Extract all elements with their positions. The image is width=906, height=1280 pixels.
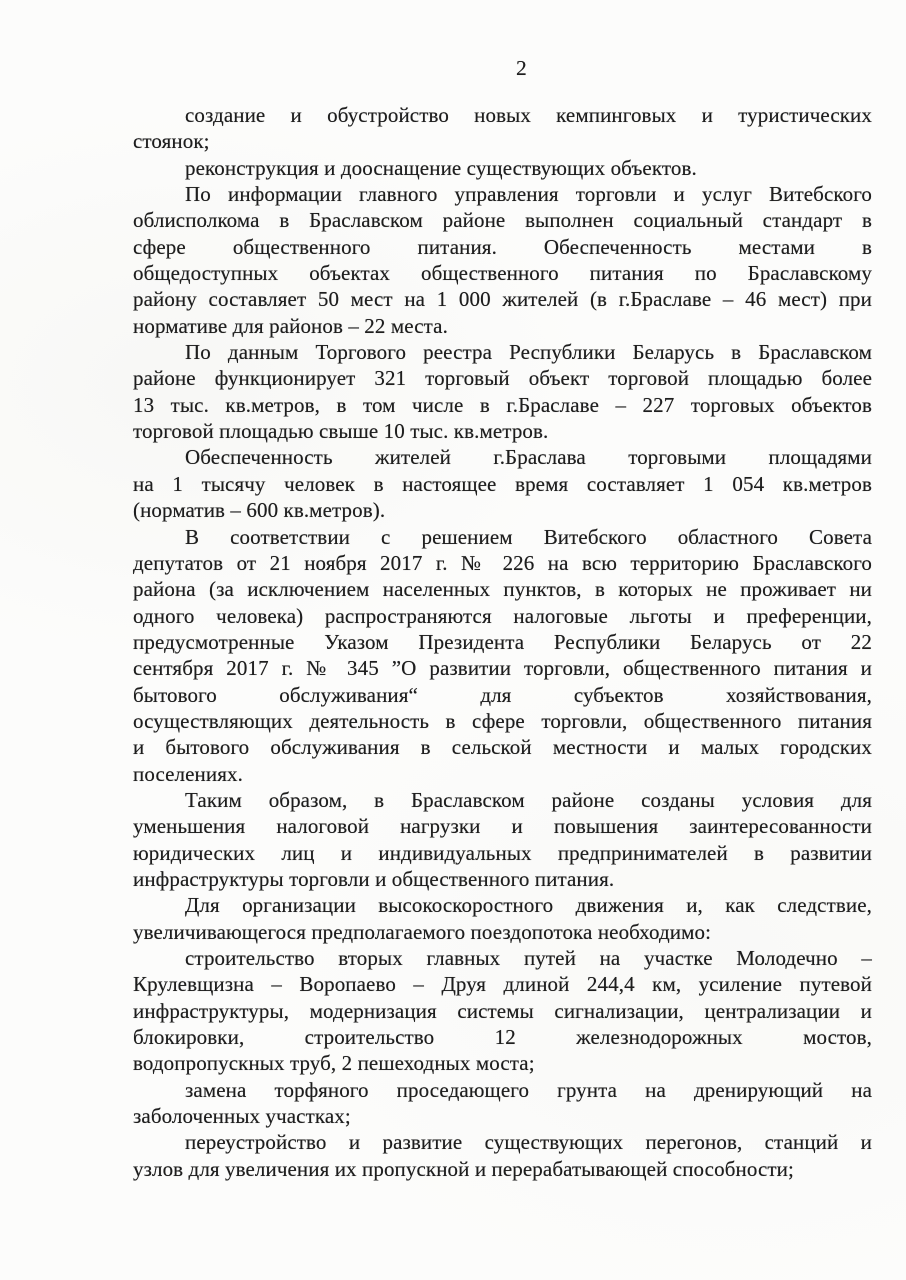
text-line: районе функционирует 321 торговый объект торговой площадью более bbox=[133, 366, 872, 391]
text-line: Таким образом, в Браславском районе созданы условия для bbox=[185, 787, 872, 812]
text-line: осуществляющих деятельность в сфере торговли, общественного питания bbox=[133, 708, 872, 733]
text-line: одного человека) распространяются налоговые льготы и преференции, bbox=[133, 603, 872, 628]
text-line: на 1 тысячу человек в настоящее время составляет 1 054 кв.метров bbox=[133, 471, 872, 496]
paragraph bbox=[133, 524, 872, 787]
text-line: предусмотренные Указом Президента Республики Беларусь от 22 bbox=[133, 629, 872, 654]
text-line: замена торфяного проседающего грунта на дренирующий на bbox=[185, 1077, 872, 1102]
paragraph bbox=[133, 444, 872, 523]
text-line: инфраструктуры торговли и общественного питания. bbox=[133, 866, 615, 891]
text-line: переустройство и развитие существующих перегонов, станций и bbox=[185, 1130, 872, 1155]
text-line: Обеспеченность жителей г.Браслава торговыми площадями bbox=[185, 445, 872, 470]
text-line: водопропускных труб, 2 пешеходных моста; bbox=[133, 1051, 535, 1076]
text-line: узлов для увеличения их пропускной и перерабатывающей способности; bbox=[133, 1156, 794, 1181]
text-line: району составляет 50 мест на 1 000 жителей (в г.Браславе – 46 мест) при bbox=[133, 287, 872, 312]
text-line: нормативе для районов – 22 места. bbox=[133, 313, 448, 338]
text-line: сфере общественного питания. Обеспеченность местами в bbox=[133, 234, 872, 259]
page-number: 2 bbox=[516, 56, 527, 80]
paragraph bbox=[133, 155, 872, 181]
text-line: и бытового обслуживания в сельской местности и малых городских bbox=[133, 735, 872, 760]
text-line: инфраструктуры, модернизация системы сигнализации, централизации и bbox=[133, 998, 872, 1023]
text-line: В соответствии с решением Витебского областного Совета bbox=[185, 524, 872, 549]
text-line: Крулевщизна – Воропаево – Друя длиной 244,4 км, усиление путевой bbox=[133, 972, 872, 997]
text-line: сентября 2017 г. № 345 ”О развитии торговли, общественного питания и bbox=[133, 656, 872, 681]
document-body bbox=[133, 102, 872, 1182]
paragraph bbox=[133, 787, 872, 892]
paragraph bbox=[133, 181, 872, 339]
text-line: (норматив – 600 кв.метров). bbox=[133, 498, 386, 523]
text-line: 13 тыс. кв.метров, в том числе в г.Браславе – 227 торговых объектов bbox=[133, 392, 872, 417]
text-line: строительство вторых главных путей на участке Молодечно – bbox=[185, 946, 872, 970]
paragraph bbox=[133, 1129, 872, 1182]
paragraph bbox=[133, 892, 872, 945]
text-line: депутатов от 21 ноября 2017 г. № 226 на всю территорию Браславского bbox=[133, 550, 872, 575]
text-line: поселениях. bbox=[133, 761, 243, 786]
text-line: По данным Торгового реестра Республики Беларусь в Браславском bbox=[185, 340, 872, 365]
text-line: блокировки, строительство 12 железнодорожных мостов, bbox=[133, 1025, 872, 1050]
text-line: района (за исключением населенных пунктов, в которых не проживает ни bbox=[133, 577, 872, 602]
text-line: облисполкома в Браславском районе выполнен социальный стандарт в bbox=[133, 208, 872, 233]
text-line: Для организации высокоскоростного движения и, как следствие, bbox=[185, 893, 872, 918]
text-line: заболоченных участках; bbox=[133, 1104, 351, 1129]
text-line: торговой площадью свыше 10 тыс. кв.метров. bbox=[133, 419, 549, 444]
text-line: увеличивающегося предполагаемого поездопотока необходимо: bbox=[133, 919, 712, 944]
text-line: общедоступных объектах общественного питания по Браславскому bbox=[133, 261, 872, 286]
text-line: стоянок; bbox=[133, 129, 210, 154]
paragraph bbox=[133, 102, 872, 155]
text-line: уменьшения налоговой нагрузки и повышения заинтересованности bbox=[133, 814, 872, 839]
text-line: бытового обслуживания“ для субъектов хозяйствования, bbox=[133, 682, 872, 707]
text-line: создание и обустройство новых кемпинговых и туристических bbox=[185, 103, 872, 127]
paragraph bbox=[133, 945, 872, 1077]
text-line: реконструкция и дооснащение существующих объектов. bbox=[185, 155, 697, 180]
paragraph bbox=[133, 1077, 872, 1130]
text-line: юридических лиц и индивидуальных предпринимателей в развитии bbox=[133, 840, 872, 865]
text-line: По информации главного управления торговли и услуг Витебского bbox=[185, 182, 872, 207]
paragraph bbox=[133, 339, 872, 444]
